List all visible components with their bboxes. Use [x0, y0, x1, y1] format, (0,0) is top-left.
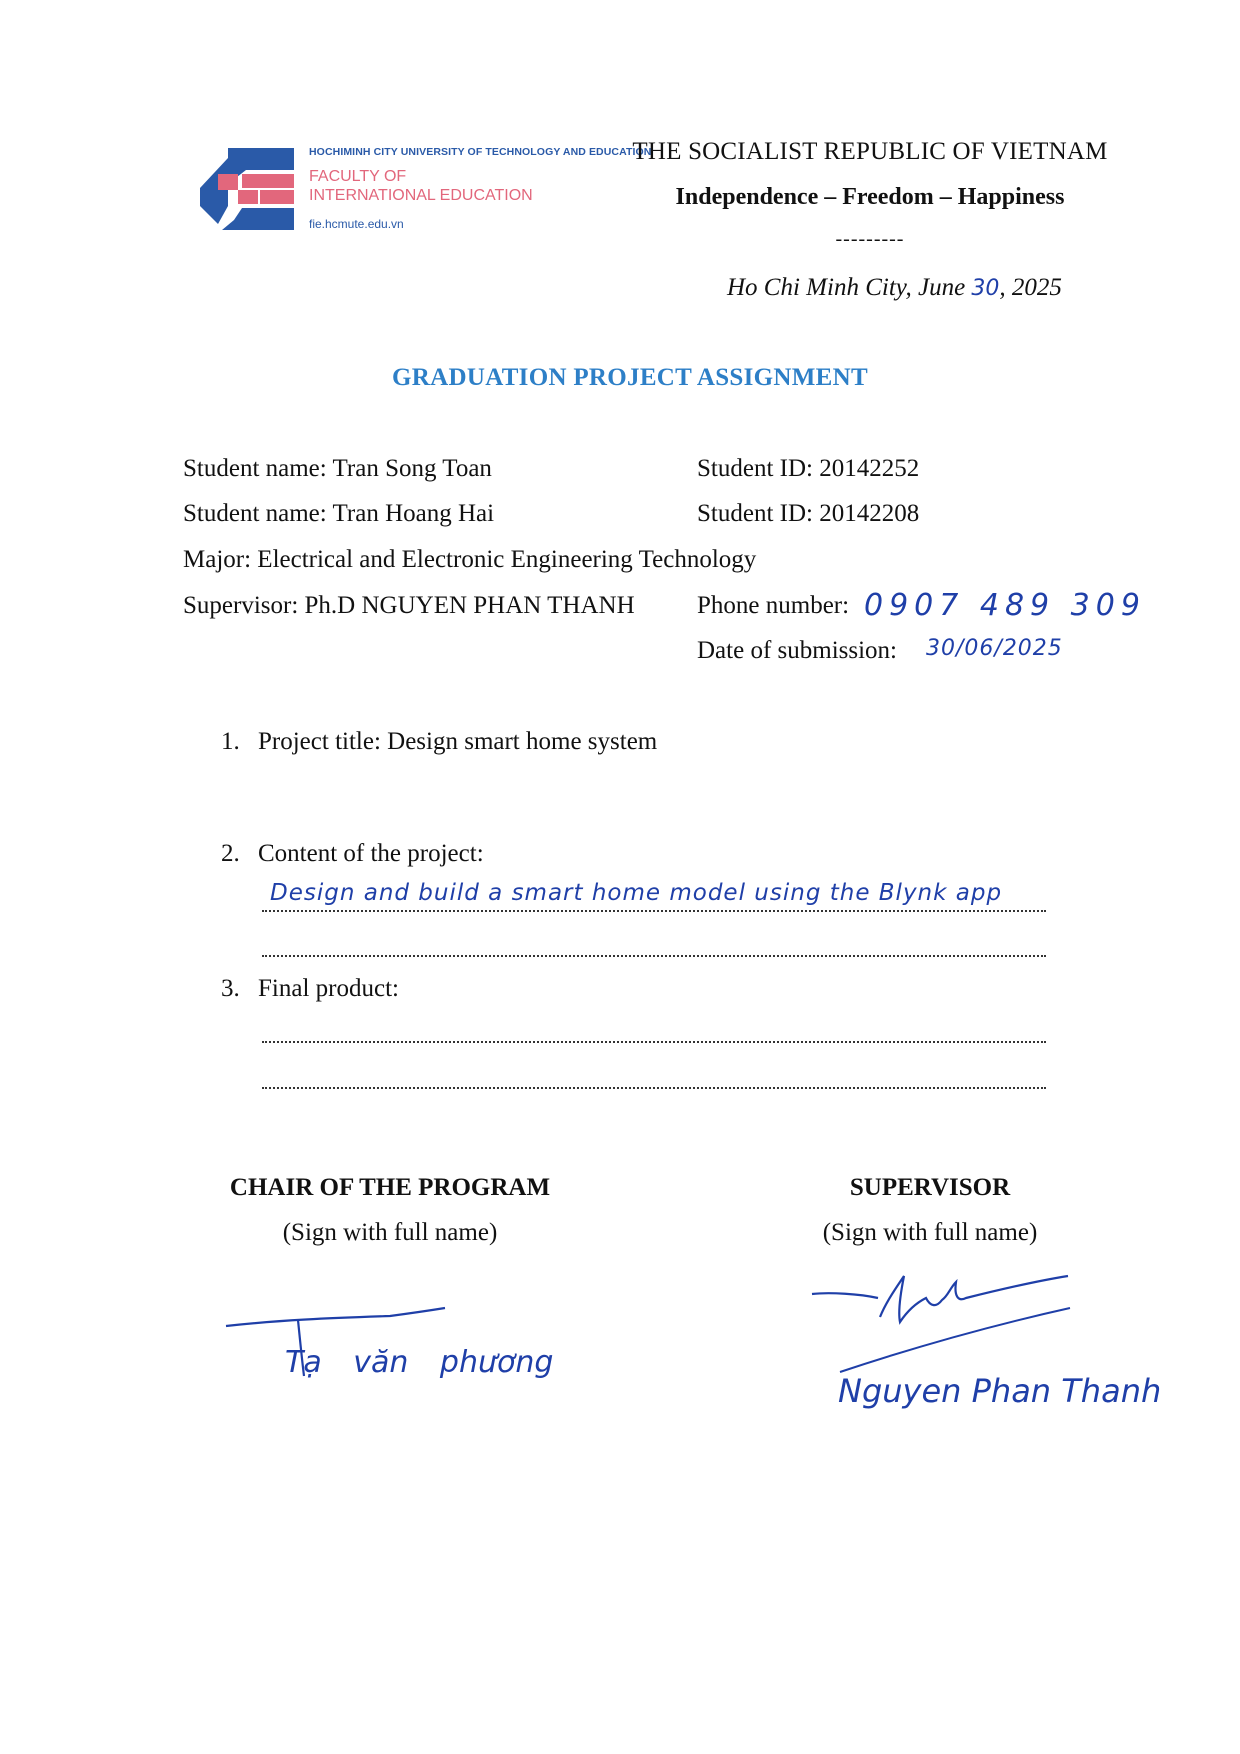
- student-name-1: Student name: Tran Song Toan: [183, 455, 492, 482]
- submission-date-handwritten: 30/06/2025: [926, 636, 1063, 661]
- dotted-line: [262, 1087, 1046, 1089]
- place-date-day: 30: [971, 276, 1000, 301]
- supervisor-signature-stroke: [800, 1262, 1100, 1382]
- submission-date-label: Date of submission:: [697, 637, 897, 664]
- place-date-prefix: Ho Chi Minh City, June: [727, 274, 972, 301]
- project-title-item: Project title: Design smart home system: [258, 728, 658, 755]
- major-field: Major: Electrical and Electronic Engineering Technology: [183, 546, 757, 573]
- dotted-line: [262, 955, 1046, 957]
- supervisor-field: Supervisor: Ph.D NGUYEN PHAN THANH: [183, 592, 635, 619]
- national-motto: Independence – Freedom – Happiness: [675, 184, 1065, 210]
- header-separator: ---------: [835, 228, 905, 250]
- supervisor-sign-instruction: (Sign with full name): [822, 1219, 1038, 1246]
- republic-heading: THE SOCIALIST REPUBLIC OF VIETNAM: [632, 138, 1108, 165]
- faculty-name-line2: INTERNATIONAL EDUCATION: [309, 187, 533, 204]
- phone-value-handwritten: 0907 489 309: [864, 588, 1146, 623]
- university-name: HOCHIMINH CITY UNIVERSITY OF TECHNOLOGY AND EDUCATION: [309, 146, 652, 158]
- item-number-3: 3.: [221, 975, 240, 1002]
- chair-heading: CHAIR OF THE PROGRAM: [229, 1174, 551, 1201]
- chair-sign-instruction: (Sign with full name): [282, 1219, 498, 1246]
- dotted-line: [262, 1041, 1046, 1043]
- faculty-website: fie.hcmute.edu.vn: [309, 217, 404, 231]
- faculty-logo-icon: [198, 144, 298, 238]
- supervisor-heading: SUPERVISOR: [849, 1174, 1011, 1201]
- student-id-2: Student ID: 20142208: [697, 500, 920, 527]
- final-product-item: Final product:: [258, 975, 399, 1002]
- student-id-1: Student ID: 20142252: [697, 455, 920, 482]
- project-content-handwritten: Design and build a smart home model using the Blynk app: [270, 880, 1003, 906]
- document-title: GRADUATION PROJECT ASSIGNMENT: [392, 364, 868, 391]
- faculty-name-line1: FACULTY OF: [309, 168, 407, 185]
- chair-signature-name: Tạ văn phương: [285, 1345, 554, 1380]
- place-date: [727, 274, 1062, 302]
- student-name-2: Student name: Tran Hoang Hai: [183, 500, 495, 527]
- phone-label: Phone number:: [697, 592, 850, 619]
- dotted-line: [262, 910, 1046, 912]
- item-number-1: 1.: [221, 728, 240, 755]
- supervisor-signature-name: Nguyen Phan Thanh: [838, 1372, 1162, 1410]
- project-content-item: Content of the project:: [258, 840, 484, 867]
- place-date-suffix: , 2025: [999, 274, 1062, 301]
- item-number-2: 2.: [221, 840, 240, 867]
